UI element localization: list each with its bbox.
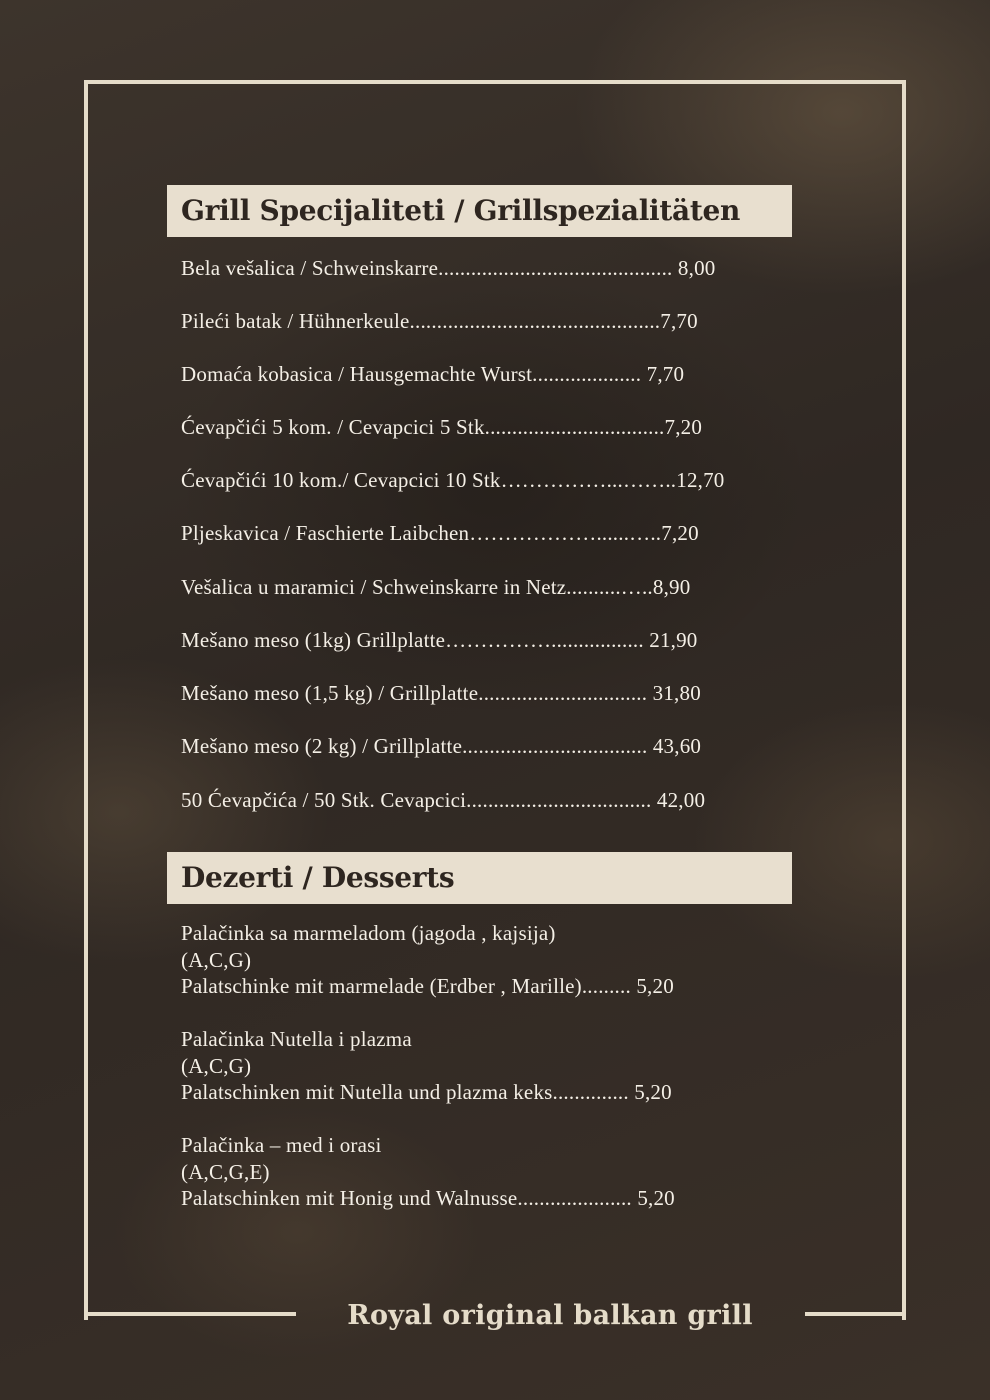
dessert-allergens: (A,C,G,E) bbox=[181, 1159, 270, 1184]
dessert-detail: Palatschinken mit Honig und Walnusse..................... 5,20 bbox=[181, 1186, 675, 1210]
dessert-name: Palačinka sa marmeladom (jagoda , kajsija) bbox=[181, 921, 556, 945]
menu-item: Ćevapčići 5 kom. / Cevapcici 5 Stk.................................7,20 bbox=[181, 415, 703, 439]
dessert-name: Palačinka Nutella i plazma bbox=[181, 1027, 412, 1051]
menu-item: Mešano meso (1,5 kg) / Grillplatte............................... 31,80 bbox=[181, 681, 701, 705]
menu-item: Mešano meso (2 kg) / Grillplatte.................................. 43,60 bbox=[181, 734, 702, 758]
dessert-item bbox=[181, 920, 674, 1000]
dessert-section-title: Dezerti / Desserts bbox=[167, 852, 792, 904]
grill-section-title: Grill Specijaliteti / Grillspezialitäten bbox=[167, 185, 792, 237]
dessert-allergens: (A,C,G) bbox=[181, 947, 252, 972]
dessert-detail: Palatschinken mit Nutella und plazma keks.............. 5,20 bbox=[181, 1080, 672, 1104]
menu-item: Ćevapčići 10 kom./ Cevapcici 10 Stk……………...……..12,70 bbox=[181, 468, 725, 492]
menu-item: 50 Ćevapčića / 50 Stk. Cevapcici.................................. 42,00 bbox=[181, 788, 706, 812]
dessert-name: Palačinka – med i orasi bbox=[181, 1133, 382, 1157]
menu-item: Mešano meso (1kg) Grillplatte……………................. 21,90 bbox=[181, 628, 698, 652]
restaurant-brand: Royal original balkan grill bbox=[347, 1300, 753, 1331]
dessert-item bbox=[181, 1132, 675, 1212]
menu-item: Domaća kobasica / Hausgemachte Wurst.................... 7,70 bbox=[181, 362, 685, 386]
frame-divider-right bbox=[805, 1312, 906, 1316]
dessert-item bbox=[181, 1026, 672, 1106]
frame-divider-left bbox=[84, 1312, 296, 1316]
dessert-allergens: (A,C,G) bbox=[181, 1053, 252, 1078]
menu-item: Pileći batak / Hühnerkeule..............................................7,70 bbox=[181, 309, 698, 333]
menu-item: Pljeskavica / Faschierte Laibchen………………......…..7,20 bbox=[181, 521, 699, 545]
menu-item: Bela vešalica / Schweinskarre........................................... 8,00 bbox=[181, 256, 716, 280]
dessert-detail: Palatschinke mit marmelade (Erdber , Marille)......... 5,20 bbox=[181, 974, 674, 998]
menu-item: Vešalica u maramici / Schweinskarre in Netz..........…..8,90 bbox=[181, 575, 691, 599]
